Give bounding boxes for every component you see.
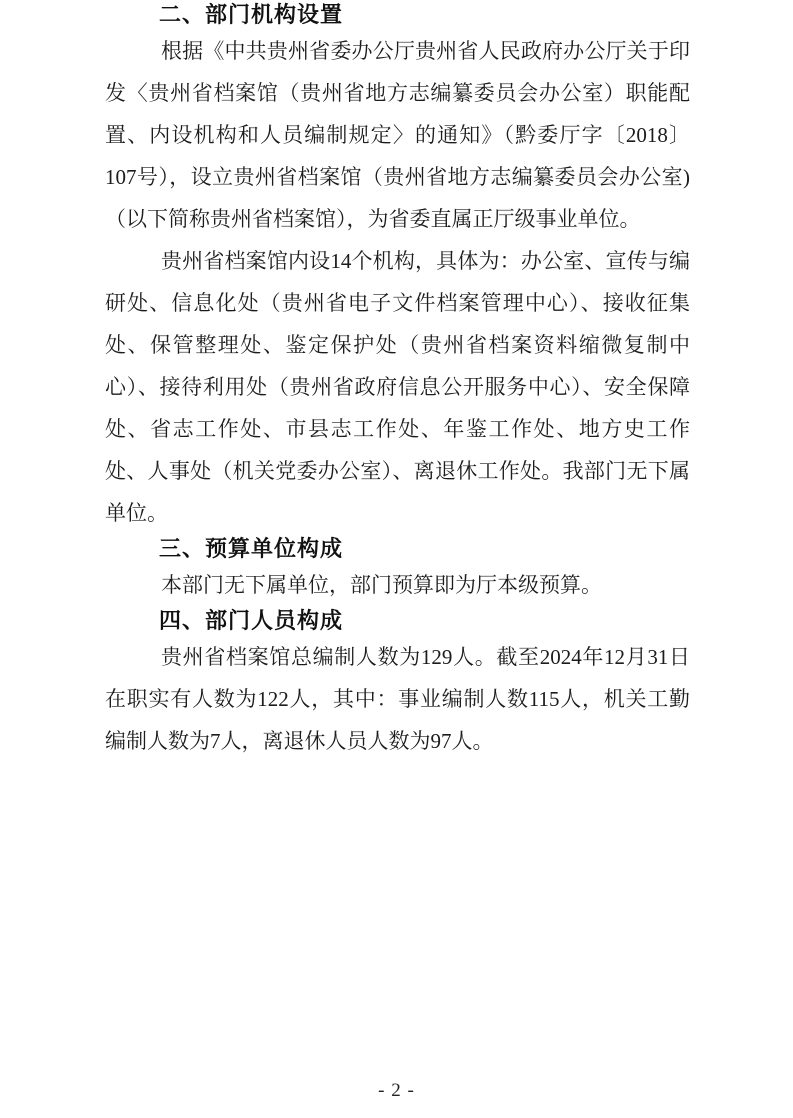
heading-budget-units: 三、预算单位构成 xyxy=(159,536,344,561)
paragraph-org-basis: 根据《中共贵州省委办公厅贵州省人民政府办公厅关于印发〈贵州省档案馆（贵州省地方志编纂委员会办公室）职能配置、内设机构和人员编制规定〉的通知》（黔委厅字〔2018〕107号），设立贵州省档案馆（贵州省地方志编纂委员会办公室)（以下简称贵州省档案馆），为省委直属正厅级事业单位。 xyxy=(105,39,690,231)
heading-org-structure: 二、部门机构设置 xyxy=(159,2,344,27)
paragraph-personnel-counts: 贵州省档案馆总编制人数为129人。截至2024年12月31日在职实有人数为122人，其中：事业编制人数115人，机关工勤编制人数为7人，离退休人员人数为97人。 xyxy=(105,645,690,753)
page-number: - 2 - xyxy=(378,1080,415,1101)
paragraph-internal-orgs: 贵州省档案馆内设14个机构，具体为：办公室、宣传与编研处、信息化处（贵州省电子文件档案管理中心）、接收征集处、保管整理处、鉴定保护处（贵州省档案资料缩微复制中心）、接待利用处（贵州省政府信息公开服务中心）、安全保障处、省志工作处、市县志工作处、年鉴工作处、地方史工作处、人事处（机关党委办公室）、离退休工作处。我部门无下属单位。 xyxy=(105,249,690,525)
paragraph-budget-unit: 本部门无下属单位，部门预算即为厅本级预算。 xyxy=(161,573,602,597)
heading-personnel: 四、部门人员构成 xyxy=(159,608,344,633)
